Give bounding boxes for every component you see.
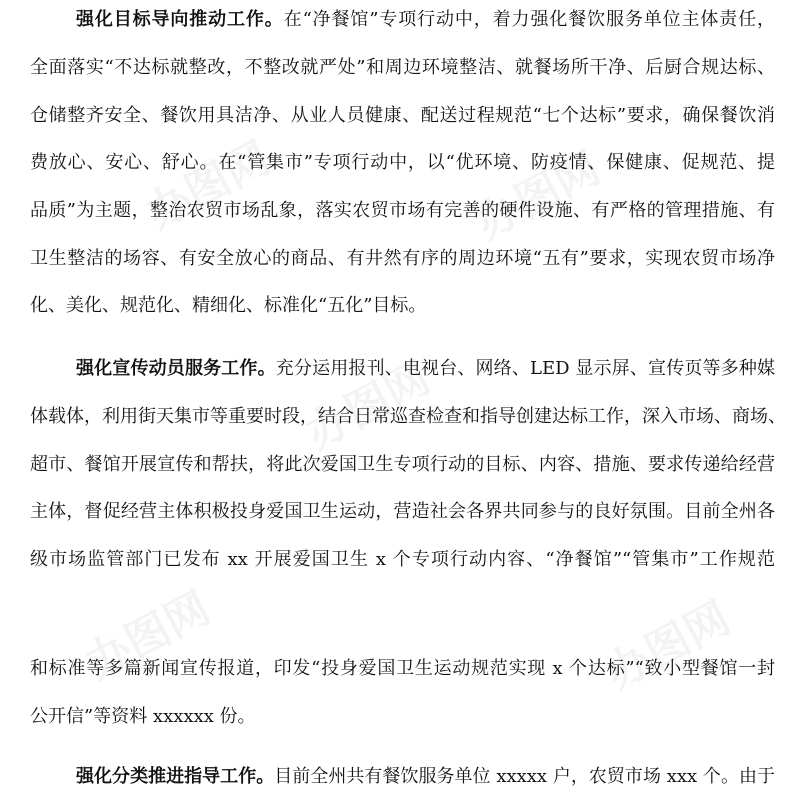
paragraph-text: 目前全州共有餐饮服务单位 xxxxx 户，农贸市场 xxx 个。由于 — [274, 766, 775, 787]
paragraph-line: 超市、餐馆开展宣传和帮扶，将此次爱国卫生专项行动的目标、内容、措施、要求传递给经营 — [30, 454, 775, 475]
paragraph-line — [76, 765, 775, 789]
paragraph-line: 费放心、安心、舒心。在“管集市”专项行动中，以“优环境、防疫情、保健康、促规范、提 — [30, 152, 775, 173]
paragraph-line: 和标准等多篇新闻宣传报道，印发“投身爱国卫生运动规范实现 x 个达标”“致小型餐馆一封 — [30, 658, 775, 679]
paragraph-line: 体载体，利用街天集市等重要时段，结合日常巡查检查和指导创建达标工作，深入市场、商场、 — [30, 406, 786, 427]
paragraph-text: 充分运用报刊、电视台、网络、LED 显示屏、宣传页等多种媒 — [275, 358, 776, 379]
watermark — [593, 583, 740, 701]
paragraph-line: 主体，督促经营主体积极投身爱国卫生运动，营造社会各界共同参与的良好氛围。目前全州各 — [30, 501, 775, 522]
paragraph-line: 级市场监管部门已发布 xx 开展爱国卫生 x 个专项行动内容、“净餐馆”“管集市”工作规范 — [30, 549, 775, 570]
paragraph-text: 在“净餐馆”专项行动中，着力强化餐饮服务单位主体责任， — [283, 9, 776, 30]
paragraph-heading: 强化分类推进指导工作。 — [76, 766, 275, 787]
paragraph-heading: 强化宣传动员服务工作。 — [76, 358, 276, 379]
paragraph-heading: 强化目标导向推动工作。 — [76, 9, 284, 30]
paragraph-line: 仓储整齐安全、餐饮用具洁净、从业人员健康、配送过程规范“七个达标”要求，确保餐饮消 — [30, 105, 775, 126]
paragraph-line: 化、美化、规范化、精细化、标准化“五化”目标。 — [30, 295, 427, 316]
paragraph-line — [76, 8, 775, 32]
watermark — [133, 123, 280, 241]
paragraph-line: 全面落实“不达标就整改，不整改就严处”和周边环境整洁、就餐场所干净、后厨合规达标、 — [30, 57, 775, 78]
paragraph-line: 公开信”等资料 xxxxxx 份。 — [30, 706, 256, 727]
paragraph-line: 卫生整洁的场容、有安全放心的商品、有井然有序的周边环境“五有”要求，实现农贸市场净 — [30, 248, 775, 269]
paragraph-line: 品质”为主题，整治农贸市场乱象，落实农贸市场有完善的硬件设施、有严格的管理措施、有 — [30, 200, 775, 221]
paragraph-line — [76, 357, 775, 381]
